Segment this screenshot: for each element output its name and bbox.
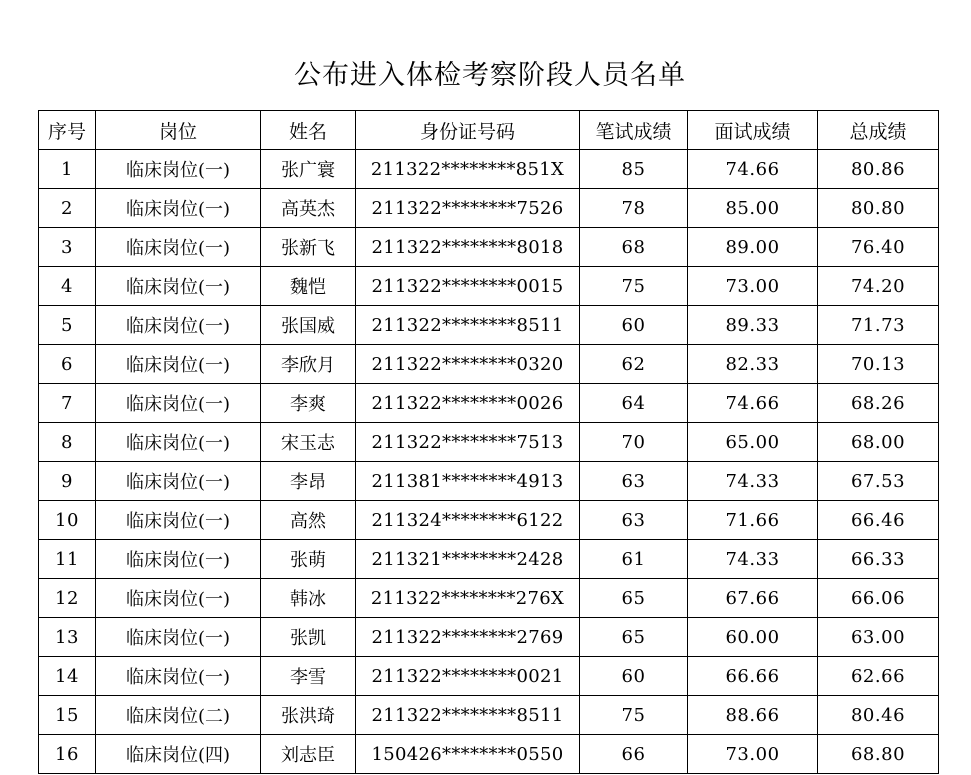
cell-total-score: 66.06 (818, 579, 939, 618)
cell-position: 临床岗位(二) (96, 696, 261, 735)
cell-written-score: 62 (580, 345, 688, 384)
cell-position: 临床岗位(一) (96, 462, 261, 501)
cell-total-score: 80.80 (818, 189, 939, 228)
cell-total-score: 62.66 (818, 657, 939, 696)
cell-total-score: 68.26 (818, 384, 939, 423)
cell-written-score: 63 (580, 462, 688, 501)
cell-seq: 1 (39, 150, 96, 189)
cell-written-score: 75 (580, 267, 688, 306)
cell-seq: 2 (39, 189, 96, 228)
cell-interview-score: 67.66 (688, 579, 818, 618)
table-row (39, 579, 939, 618)
cell-interview-score: 74.66 (688, 384, 818, 423)
cell-name: 刘志臣 (261, 735, 356, 774)
cell-id-number: 211322********8511 (356, 696, 580, 735)
cell-seq: 4 (39, 267, 96, 306)
cell-seq: 13 (39, 618, 96, 657)
cell-id-number: 211322********0021 (356, 657, 580, 696)
cell-name: 李爽 (261, 384, 356, 423)
cell-seq: 15 (39, 696, 96, 735)
header-name: 姓名 (261, 111, 356, 150)
cell-seq: 14 (39, 657, 96, 696)
cell-total-score: 70.13 (818, 345, 939, 384)
cell-interview-score: 89.33 (688, 306, 818, 345)
cell-name: 李欣月 (261, 345, 356, 384)
table-row (39, 657, 939, 696)
cell-id-number: 211322********8018 (356, 228, 580, 267)
cell-interview-score: 66.66 (688, 657, 818, 696)
cell-position: 临床岗位(一) (96, 618, 261, 657)
header-written-score: 笔试成绩 (580, 111, 688, 150)
cell-interview-score: 73.00 (688, 267, 818, 306)
cell-seq: 7 (39, 384, 96, 423)
cell-interview-score: 74.66 (688, 150, 818, 189)
cell-total-score: 67.53 (818, 462, 939, 501)
cell-position: 临床岗位(一) (96, 384, 261, 423)
cell-name: 韩冰 (261, 579, 356, 618)
page-title: 公布进入体检考察阶段人员名单 (294, 60, 686, 91)
cell-position: 临床岗位(一) (96, 540, 261, 579)
cell-interview-score: 74.33 (688, 540, 818, 579)
cell-position: 临床岗位(一) (96, 150, 261, 189)
cell-id-number: 150426********0550 (356, 735, 580, 774)
cell-position: 临床岗位(一) (96, 189, 261, 228)
table-row (39, 267, 939, 306)
cell-total-score: 71.73 (818, 306, 939, 345)
cell-written-score: 60 (580, 306, 688, 345)
cell-total-score: 80.46 (818, 696, 939, 735)
cell-seq: 11 (39, 540, 96, 579)
table-row (39, 423, 939, 462)
cell-written-score: 65 (580, 618, 688, 657)
table-row (39, 189, 939, 228)
cell-name: 高然 (261, 501, 356, 540)
cell-name: 高英杰 (261, 189, 356, 228)
cell-position: 临床岗位(一) (96, 657, 261, 696)
cell-id-number: 211322********8511 (356, 306, 580, 345)
cell-id-number: 211322********851X (356, 150, 580, 189)
cell-interview-score: 71.66 (688, 501, 818, 540)
cell-name: 李雪 (261, 657, 356, 696)
cell-written-score: 75 (580, 696, 688, 735)
cell-id-number: 211322********7513 (356, 423, 580, 462)
table-row (39, 228, 939, 267)
table-body (39, 150, 939, 774)
table-row (39, 384, 939, 423)
cell-id-number: 211324********6122 (356, 501, 580, 540)
table-row (39, 150, 939, 189)
cell-total-score: 74.20 (818, 267, 939, 306)
cell-written-score: 66 (580, 735, 688, 774)
cell-name: 张广寰 (261, 150, 356, 189)
cell-seq: 16 (39, 735, 96, 774)
cell-id-number: 211322********276X (356, 579, 580, 618)
cell-name: 张萌 (261, 540, 356, 579)
cell-written-score: 65 (580, 579, 688, 618)
cell-written-score: 78 (580, 189, 688, 228)
table-row (39, 618, 939, 657)
cell-total-score: 68.00 (818, 423, 939, 462)
table-row (39, 306, 939, 345)
cell-id-number: 211322********0015 (356, 267, 580, 306)
cell-position: 临床岗位(一) (96, 423, 261, 462)
cell-written-score: 85 (580, 150, 688, 189)
cell-position: 临床岗位(一) (96, 345, 261, 384)
cell-interview-score: 60.00 (688, 618, 818, 657)
header-interview-score: 面试成绩 (688, 111, 818, 150)
table-row (39, 501, 939, 540)
table-row (39, 345, 939, 384)
cell-written-score: 68 (580, 228, 688, 267)
candidate-table (38, 110, 939, 774)
cell-seq: 6 (39, 345, 96, 384)
cell-id-number: 211321********2428 (356, 540, 580, 579)
table-row (39, 696, 939, 735)
cell-written-score: 64 (580, 384, 688, 423)
cell-total-score: 66.46 (818, 501, 939, 540)
cell-written-score: 61 (580, 540, 688, 579)
cell-id-number: 211322********7526 (356, 189, 580, 228)
cell-interview-score: 88.66 (688, 696, 818, 735)
cell-interview-score: 85.00 (688, 189, 818, 228)
cell-name: 张新飞 (261, 228, 356, 267)
header-total-score: 总成绩 (818, 111, 939, 150)
cell-id-number: 211322********0026 (356, 384, 580, 423)
header-position: 岗位 (96, 111, 261, 150)
cell-written-score: 60 (580, 657, 688, 696)
cell-interview-score: 65.00 (688, 423, 818, 462)
table-header-row (39, 111, 939, 150)
cell-id-number: 211381********4913 (356, 462, 580, 501)
header-id-number: 身份证号码 (356, 111, 580, 150)
cell-total-score: 63.00 (818, 618, 939, 657)
cell-seq: 8 (39, 423, 96, 462)
table-row (39, 735, 939, 774)
cell-seq: 3 (39, 228, 96, 267)
cell-name: 李昂 (261, 462, 356, 501)
cell-id-number: 211322********2769 (356, 618, 580, 657)
cell-position: 临床岗位(一) (96, 579, 261, 618)
cell-seq: 10 (39, 501, 96, 540)
cell-name: 宋玉志 (261, 423, 356, 462)
cell-position: 临床岗位(一) (96, 501, 261, 540)
cell-id-number: 211322********0320 (356, 345, 580, 384)
cell-name: 张洪琦 (261, 696, 356, 735)
cell-seq: 9 (39, 462, 96, 501)
cell-interview-score: 74.33 (688, 462, 818, 501)
cell-name: 张国威 (261, 306, 356, 345)
cell-interview-score: 82.33 (688, 345, 818, 384)
cell-position: 临床岗位(四) (96, 735, 261, 774)
cell-interview-score: 89.00 (688, 228, 818, 267)
cell-total-score: 68.80 (818, 735, 939, 774)
cell-position: 临床岗位(一) (96, 306, 261, 345)
cell-total-score: 80.86 (818, 150, 939, 189)
cell-written-score: 63 (580, 501, 688, 540)
header-seq: 序号 (39, 111, 96, 150)
cell-interview-score: 73.00 (688, 735, 818, 774)
cell-name: 魏恺 (261, 267, 356, 306)
cell-total-score: 76.40 (818, 228, 939, 267)
cell-name: 张凯 (261, 618, 356, 657)
cell-seq: 5 (39, 306, 96, 345)
cell-total-score: 66.33 (818, 540, 939, 579)
cell-position: 临床岗位(一) (96, 267, 261, 306)
table-row (39, 462, 939, 501)
cell-position: 临床岗位(一) (96, 228, 261, 267)
cell-written-score: 70 (580, 423, 688, 462)
table-row (39, 540, 939, 579)
cell-seq: 12 (39, 579, 96, 618)
